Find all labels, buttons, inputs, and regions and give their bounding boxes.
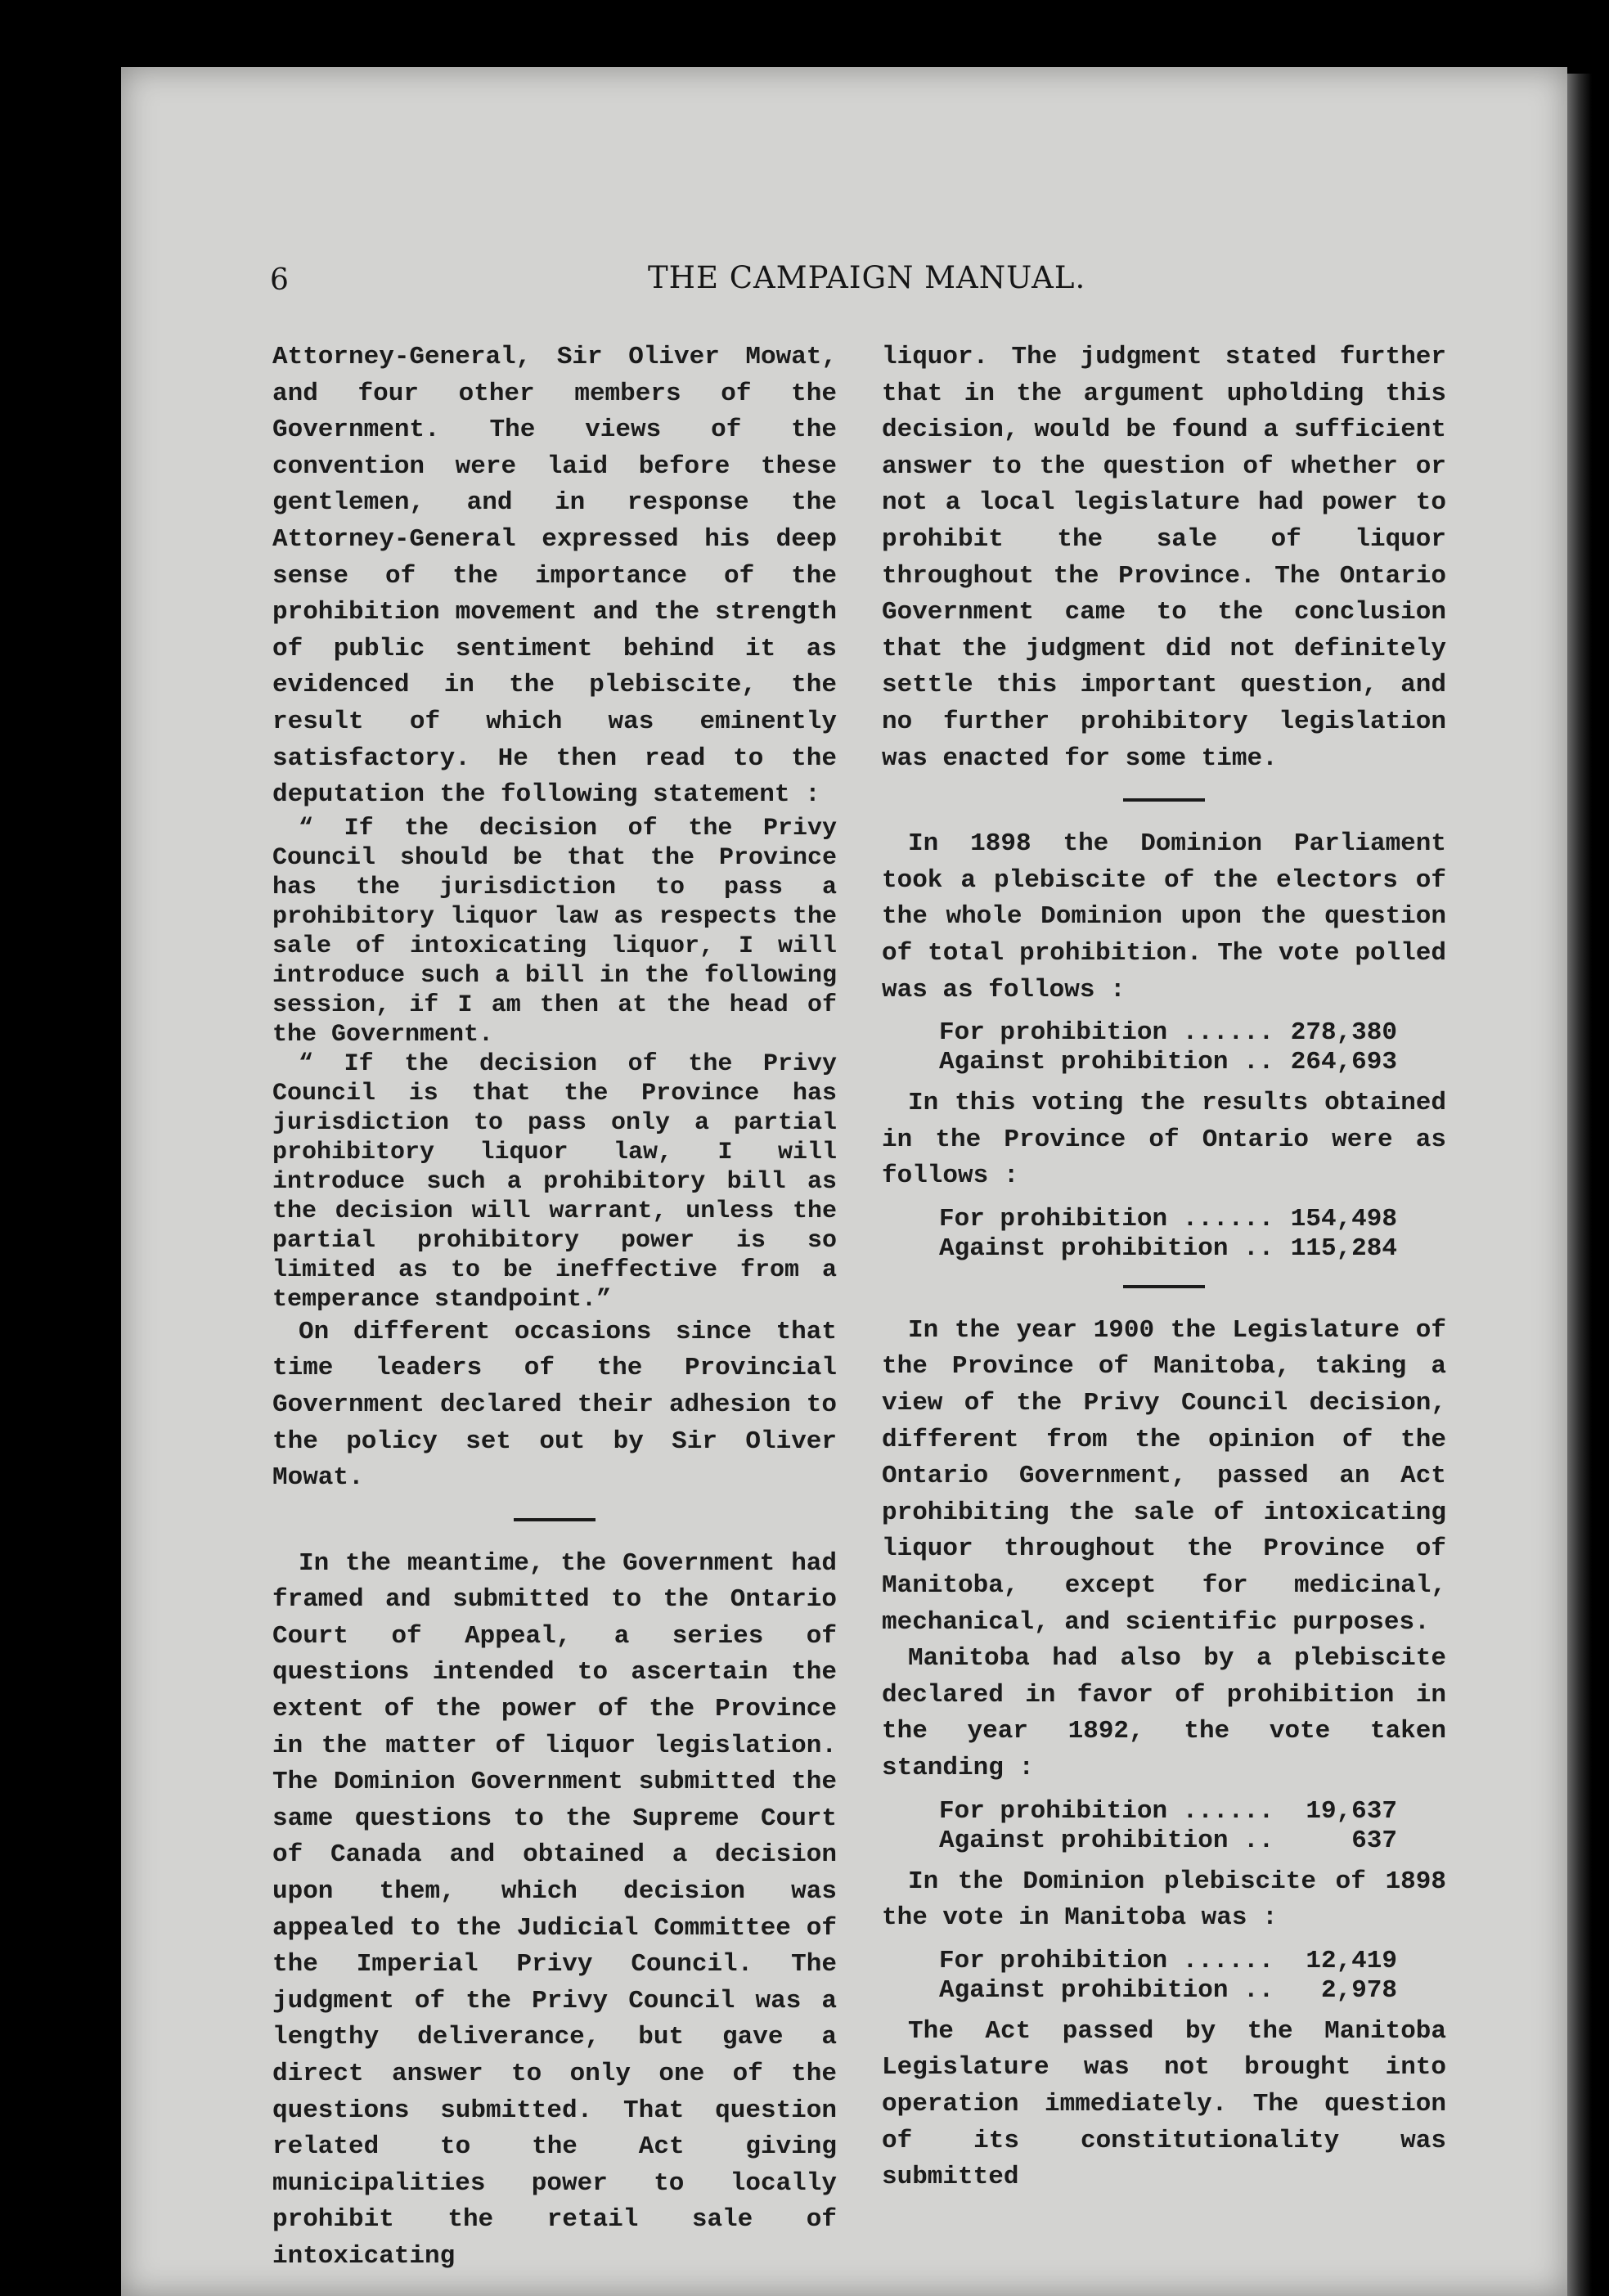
vote-label: For prohibition ...... xyxy=(939,1796,1274,1826)
page-number: 6 xyxy=(270,263,289,297)
vote-row xyxy=(939,1797,1397,1826)
vote-row xyxy=(939,1018,1397,1048)
quote-paragraph: “ If the decision of the Privy Council should be that the Province has the jurisdiction to pass a prohibitory liquor law as respects the sale of intoxicating liquor, I will introduce such a bill in the following session, if I am then at the head of the Government. xyxy=(272,814,837,1049)
vote-table xyxy=(939,1205,1397,1264)
section-rule xyxy=(1123,798,1205,802)
vote-value: 637 xyxy=(1351,1826,1397,1855)
left-column xyxy=(272,339,837,2276)
section-rule xyxy=(514,1518,596,1521)
paragraph: On different occasions since that time leaders of the Provincial Government declared their adhesion to the policy set out by Sir Oliver Mowat. xyxy=(272,1317,837,1493)
vote-row xyxy=(939,1234,1397,1264)
paragraph: In this voting the results obtained in the Province of Ontario were as follows : xyxy=(882,1089,1446,1191)
vote-row xyxy=(939,1048,1397,1077)
paragraph: Attorney-General, Sir Oliver Mowat, and four other members of the Government. The views of the convention were laid before these gentlemen, and in response the Attorney-General expressed his deep sense of the importance of the prohibition movement and the strength of public sentiment behind it as evidenced in the plebiscite, the result of which was eminently satisfactory. He then read to the deputation the following statement : xyxy=(272,343,837,810)
paragraph: The Act passed by the Manitoba Legislature was not brought into operation immediately. The question of its constitutionality was submitted xyxy=(882,2016,1446,2192)
vote-label: For prohibition ...... xyxy=(939,1946,1274,1975)
paragraph: In the meantime, the Government had framed and submitted to the Ontario Court of Appeal, a series of questions intended to ascertain the extent of the power of the Province in the matter of liquor legislation. The Dominion Government submitted the same questions to the Supreme Court of Canada and obtained a decision upon them, which decision was appealed to the Judicial Committee of the Imperial Privy Council. The judgment of the Privy Council was a lengthy deliverance, but gave a direct answer to only one of the questions submitted. That question related to the Act giving municipalities power to locally prohibit the retail sale of intoxicating xyxy=(272,1548,837,2271)
vote-table xyxy=(939,1018,1397,1077)
paragraph: In 1898 the Dominion Parliament took a plebiscite of the electors of the whole Dominion upon the question of total prohibition. The vote polled was as follows : xyxy=(882,829,1446,1004)
vote-label: Against prohibition .. xyxy=(939,1233,1274,1263)
paragraph: Manitoba had also by a plebiscite declared in favor of prohibition in the year 1892, the vote taken standing : xyxy=(882,1644,1446,1782)
vote-value: 2,978 xyxy=(1320,1975,1397,2005)
paragraph: In the year 1900 the Legislature of the Province of Manitoba, taking a view of the Privy Council decision, different from the opinion of the Ontario Government, passed an Act prohibiting the sale of intoxicating liquor throughout the Province of Manitoba, except for medicinal, mechanical, and scientific purposes. xyxy=(882,1315,1446,1637)
vote-value: 154,498 xyxy=(1290,1204,1397,1233)
page-edge-shadow xyxy=(1567,74,1592,2296)
vote-row xyxy=(939,1205,1397,1234)
vote-row xyxy=(939,1976,1397,2006)
vote-label: Against prohibition .. xyxy=(939,1048,1274,1077)
right-column xyxy=(882,339,1446,2196)
vote-table xyxy=(939,1947,1397,2006)
vote-label: Against prohibition .. xyxy=(939,1975,1274,2005)
section-rule xyxy=(1123,1285,1205,1288)
running-title: THE CAMPAIGN MANUAL. xyxy=(648,260,1086,295)
vote-value: 115,284 xyxy=(1290,1233,1397,1263)
vote-value: 278,380 xyxy=(1290,1018,1397,1048)
vote-value: 19,637 xyxy=(1306,1796,1397,1826)
vote-label: For prohibition ...... xyxy=(939,1018,1274,1048)
vote-value: 264,693 xyxy=(1290,1048,1397,1077)
vote-row xyxy=(939,1947,1397,1976)
vote-label: Against prohibition .. xyxy=(939,1826,1274,1855)
vote-row xyxy=(939,1826,1397,1856)
paragraph: liquor. The judgment stated further that in the argument upholding this decision, would be found a sufficient answer to the question of whether or not a local legislature had power to prohibit the sale of liquor throughout the Province. The Ontario Government came to the conclusion that the judgment did not definitely settle this important question, and no further prohibitory legislation was enacted for some time. xyxy=(882,343,1446,773)
paragraph: In the Dominion plebiscite of 1898 the vote in Manitoba was : xyxy=(882,1867,1446,1933)
vote-value: 12,419 xyxy=(1306,1946,1397,1975)
vote-label: For prohibition ...... xyxy=(939,1204,1274,1233)
vote-table xyxy=(939,1797,1397,1856)
quote-paragraph: “ If the decision of the Privy Council is that the Province has jurisdiction to pass only a partial prohibitory liquor law, I will introduce such a prohibitory bill as the decision will warrant, unless the partial prohibitory power is so limited as to be ineffective from a temperance standpoint.” xyxy=(272,1049,837,1314)
